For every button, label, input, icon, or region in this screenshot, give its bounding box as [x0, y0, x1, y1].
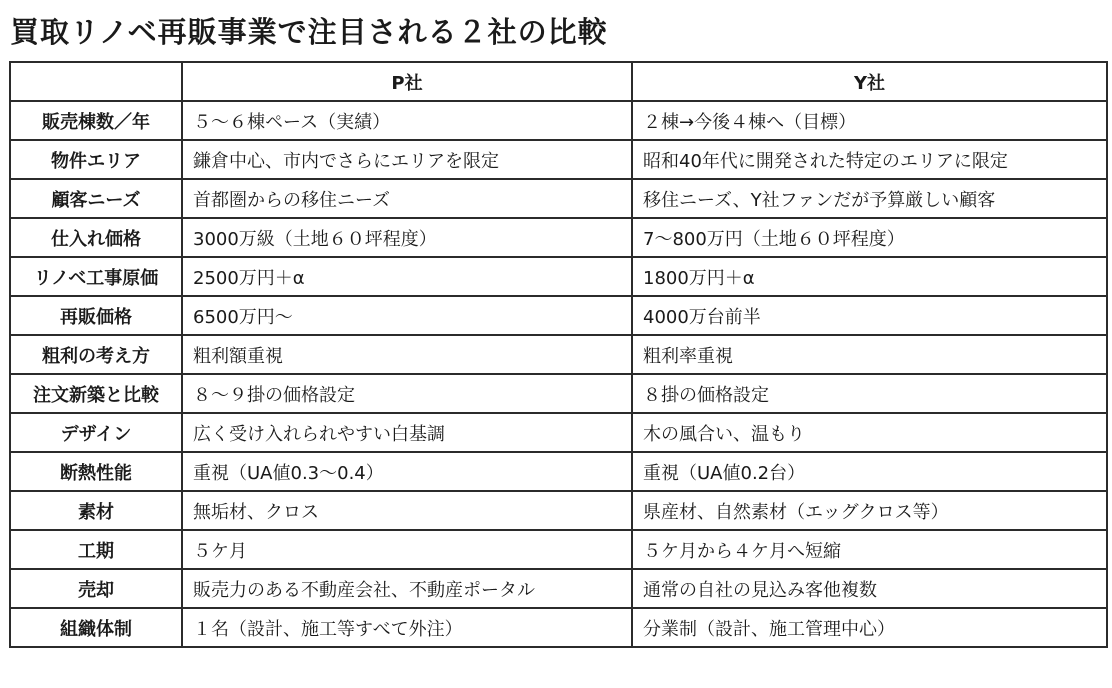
table-row: [10, 257, 1107, 296]
header-corner-cell: [10, 62, 182, 101]
cell-company-y: ５ケ月から４ケ月へ短縮: [632, 530, 1107, 569]
row-label: 物件エリア: [10, 140, 182, 179]
header-company-y: Y社: [632, 62, 1107, 101]
row-label: 販売棟数／年: [10, 101, 182, 140]
table-row: [10, 491, 1107, 530]
table-body: [10, 101, 1107, 647]
table-header-row: [10, 62, 1107, 101]
row-label: 再販価格: [10, 296, 182, 335]
cell-company-p: 重視（UA値0.3～0.4）: [182, 452, 632, 491]
row-label: 顧客ニーズ: [10, 179, 182, 218]
table-row: [10, 179, 1107, 218]
table-row: [10, 569, 1107, 608]
page-title: 買取リノベ再販事業で注目される２社の比較: [10, 15, 608, 49]
cell-company-p: 6500万円～: [182, 296, 632, 335]
cell-company-p: ８～９掛の価格設定: [182, 374, 632, 413]
row-label: 仕入れ価格: [10, 218, 182, 257]
row-label: 売却: [10, 569, 182, 608]
cell-company-y: 粗利率重視: [632, 335, 1107, 374]
cell-company-p: 首都圏からの移住ニーズ: [182, 179, 632, 218]
cell-company-y: 7～800万円（土地６０坪程度）: [632, 218, 1107, 257]
comparison-table: [9, 61, 1108, 648]
row-label: 工期: [10, 530, 182, 569]
cell-company-y: 県産材、自然素材（エッグクロス等）: [632, 491, 1107, 530]
row-label: 粗利の考え方: [10, 335, 182, 374]
cell-company-p: 3000万級（土地６０坪程度）: [182, 218, 632, 257]
cell-company-p: ５～６棟ペース（実績）: [182, 101, 632, 140]
cell-company-y: 通常の自社の見込み客他複数: [632, 569, 1107, 608]
table-row: [10, 296, 1107, 335]
cell-company-p: １名（設計、施工等すべて外注）: [182, 608, 632, 647]
table-row: [10, 452, 1107, 491]
row-label: 組織体制: [10, 608, 182, 647]
cell-company-y: 分業制（設計、施工管理中心）: [632, 608, 1107, 647]
table-row: [10, 413, 1107, 452]
cell-company-p: 販売力のある不動産会社、不動産ポータル: [182, 569, 632, 608]
cell-company-y: 1800万円＋α: [632, 257, 1107, 296]
table-row: [10, 140, 1107, 179]
table-row: [10, 608, 1107, 647]
cell-company-p: ５ケ月: [182, 530, 632, 569]
table-row: [10, 218, 1107, 257]
row-label: 注文新築と比較: [10, 374, 182, 413]
cell-company-y: 昭和40年代に開発された特定のエリアに限定: [632, 140, 1107, 179]
cell-company-p: 無垢材、クロス: [182, 491, 632, 530]
row-label: リノベ工事原価: [10, 257, 182, 296]
row-label: デザイン: [10, 413, 182, 452]
table-row: [10, 530, 1107, 569]
table-row: [10, 335, 1107, 374]
cell-company-p: 2500万円＋α: [182, 257, 632, 296]
cell-company-y: 重視（UA値0.2台）: [632, 452, 1107, 491]
cell-company-y: ２棟→今後４棟へ（目標）: [632, 101, 1107, 140]
cell-company-y: 移住ニーズ、Y社ファンだが予算厳しい顧客: [632, 179, 1107, 218]
header-company-p: P社: [182, 62, 632, 101]
cell-company-y: 4000万台前半: [632, 296, 1107, 335]
cell-company-p: 鎌倉中心、市内でさらにエリアを限定: [182, 140, 632, 179]
row-label: 断熱性能: [10, 452, 182, 491]
table-row: [10, 374, 1107, 413]
cell-company-y: ８掛の価格設定: [632, 374, 1107, 413]
cell-company-p: 粗利額重視: [182, 335, 632, 374]
table-row: [10, 101, 1107, 140]
cell-company-y: 木の風合い、温もり: [632, 413, 1107, 452]
cell-company-p: 広く受け入れられやすい白基調: [182, 413, 632, 452]
row-label: 素材: [10, 491, 182, 530]
